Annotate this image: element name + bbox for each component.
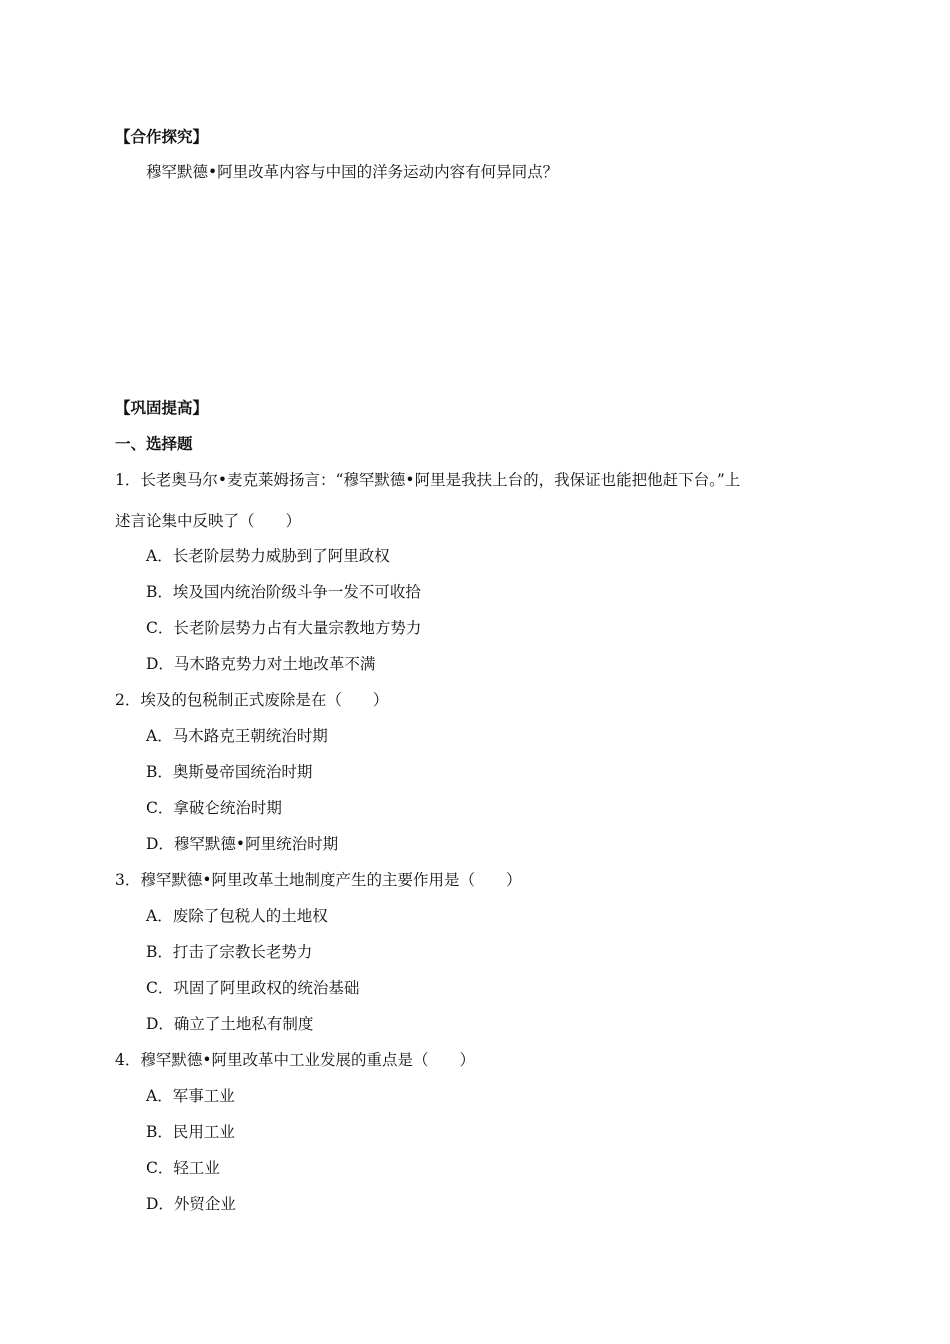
section-heading-cooperative-inquiry: 【合作探究】: [115, 127, 209, 146]
question-1-option-a: A．长老阶层势力威胁到了阿里政权: [146, 547, 390, 565]
question-4-stem: 4．穆罕默德•阿里改革中工业发展的重点是（ ）: [115, 1051, 476, 1069]
subheading-multiple-choice: 一、选择题: [115, 434, 193, 453]
question-2-option-c: C．拿破仑统治时期: [146, 799, 282, 817]
question-2-option-d: D．穆罕默德•阿里统治时期: [146, 835, 339, 853]
question-2-stem: 2．埃及的包税制正式废除是在（ ）: [115, 691, 389, 709]
question-3-stem: 3．穆罕默德•阿里改革土地制度产生的主要作用是（ ）: [115, 871, 522, 889]
question-4-option-d: D．外贸企业: [146, 1195, 236, 1213]
question-1-option-d: D．马木路克势力对土地改革不满: [146, 655, 376, 673]
question-1-stem-line-1: 1．长老奥马尔•麦克莱姆扬言：“穆罕默德•阿里是我扶上台的，我保证也能把他赶下台。”上: [115, 471, 741, 489]
question-2-option-b: B．奥斯曼帝国统治时期: [146, 763, 313, 781]
question-3-option-c: C．巩固了阿里政权的统治基础: [146, 979, 360, 997]
question-3-option-b: B．打击了宗教长老势力: [146, 943, 313, 961]
question-3-option-a: A．废除了包税人的土地权: [146, 907, 328, 925]
inquiry-question: 穆罕默德•阿里改革内容与中国的洋务运动内容有何异同点？: [146, 163, 559, 181]
question-3-option-d: D．确立了土地私有制度: [146, 1015, 314, 1033]
question-1-option-b: B．埃及国内统治阶级斗争一发不可收拾: [146, 583, 421, 601]
section-heading-consolidation: 【巩固提高】: [115, 398, 209, 417]
question-4-option-c: C．轻工业: [146, 1159, 220, 1177]
question-4-option-a: A．军事工业: [146, 1087, 235, 1105]
question-1-option-c: C．长老阶层势力占有大量宗教地方势力: [146, 619, 422, 637]
question-2-option-a: A．马木路克王朝统治时期: [146, 727, 328, 745]
question-4-option-b: B．民用工业: [146, 1123, 235, 1141]
question-1-stem-line-2: 述言论集中反映了（ ）: [115, 512, 302, 530]
